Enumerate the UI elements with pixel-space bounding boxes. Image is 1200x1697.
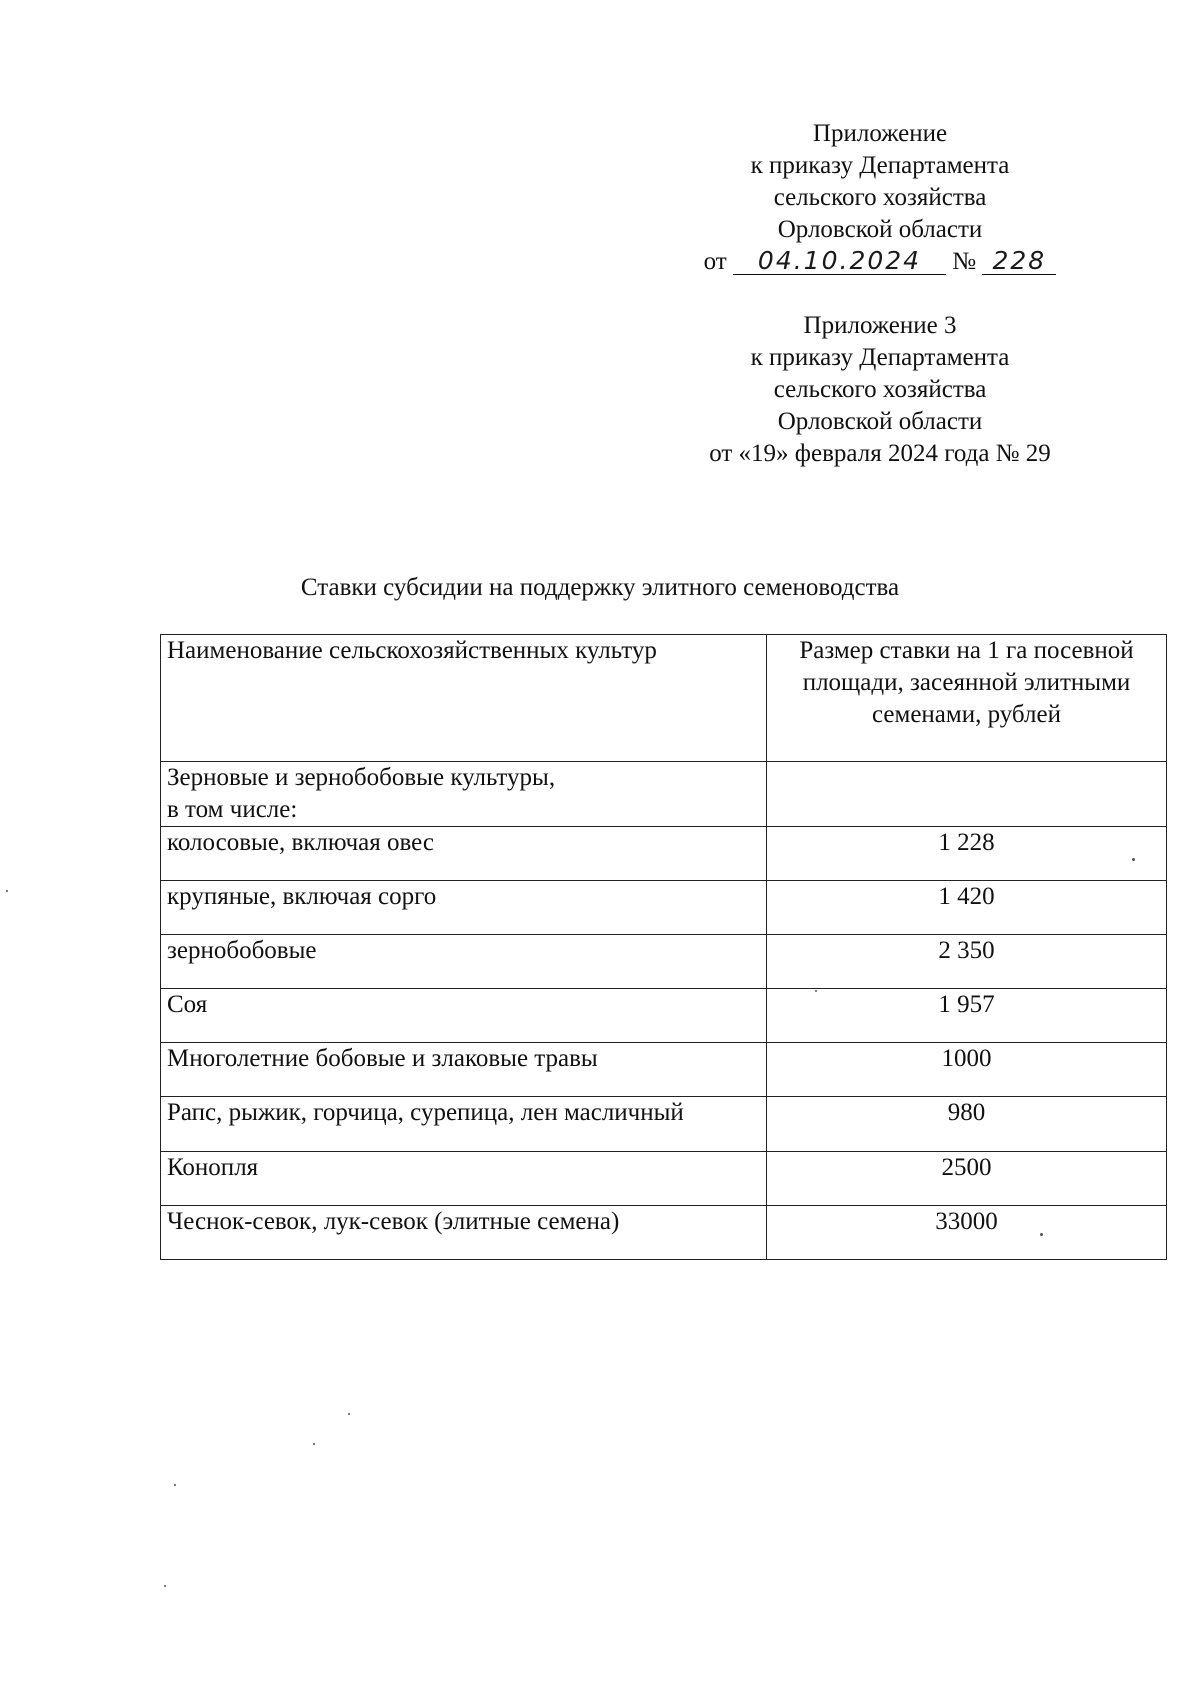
group-name-cell	[161, 762, 767, 827]
annex-title: Приложение 3	[803, 312, 957, 339]
header-rate: Размер ставки на 1 га посевной площади, засеянной элитными семенами, рублей	[767, 635, 1167, 762]
handwritten-order-date: 04.10.2024	[733, 248, 946, 275]
table-header-row	[161, 635, 1167, 762]
table-row	[161, 881, 1167, 935]
annex-region: Орловской области	[777, 216, 983, 243]
header-crop-name: Наименование сельскохозяйственных культур	[161, 635, 767, 762]
rate-value-cell: 1 957	[767, 989, 1167, 1043]
crop-name-cell: Чеснок-севок, лук-севок (элитные семена)	[161, 1206, 767, 1260]
scan-speck	[6, 890, 8, 892]
rate-value-cell: 2 350	[767, 935, 1167, 989]
rate-value-cell: 1 228	[767, 827, 1167, 881]
annex-title: Приложение	[812, 120, 948, 147]
scan-speck	[348, 1413, 350, 1415]
order-from-label: от	[703, 248, 727, 275]
document-title: Ставки субсидии на поддержку элитного семеноводства	[300, 574, 900, 601]
scan-speck	[174, 1484, 176, 1486]
table-row	[161, 935, 1167, 989]
table-row	[161, 1097, 1167, 1152]
table-row	[161, 1043, 1167, 1097]
rate-value-cell: 980	[767, 1097, 1167, 1152]
group-name-line1: Зерновые и зернобобовые культуры,	[167, 764, 556, 791]
order-number-sign: №	[952, 248, 977, 275]
scan-speck	[313, 1443, 315, 1445]
table-row	[161, 1206, 1167, 1260]
group-value-cell	[767, 762, 1167, 827]
rate-value-cell: 33000	[767, 1206, 1167, 1260]
annex-department: сельского хозяйства	[773, 376, 987, 403]
annex-department: сельского хозяйства	[773, 184, 987, 211]
crop-name-cell: зернобобовые	[161, 935, 767, 989]
crop-name-cell: Многолетние бобовые и злаковые травы	[161, 1043, 767, 1097]
crop-name-cell: крупяные, включая сорго	[161, 881, 767, 935]
scan-speck	[1040, 1233, 1043, 1236]
annex-order-date-line	[640, 246, 1120, 278]
crop-name-cell: Конопля	[161, 1152, 767, 1206]
scan-speck	[815, 990, 817, 992]
handwritten-order-number: 228	[982, 248, 1056, 275]
rate-value-cell: 1000	[767, 1043, 1167, 1097]
table-row	[161, 1152, 1167, 1206]
annex-order-ref: к приказу Департамента	[750, 152, 1010, 179]
scan-speck	[1132, 858, 1135, 861]
rate-value-cell: 2500	[767, 1152, 1167, 1206]
annex-region: Орловской области	[777, 408, 983, 435]
table-row	[161, 989, 1167, 1043]
crop-name-cell: Соя	[161, 989, 767, 1043]
scan-speck	[164, 1585, 166, 1587]
table-group-row	[161, 762, 1167, 827]
crop-name-cell: Рапс, рыжик, горчица, сурепица, лен масличный	[161, 1097, 767, 1152]
group-name-line2: в том числе:	[167, 796, 298, 823]
table-row	[161, 827, 1167, 881]
rate-value-cell: 1 420	[767, 881, 1167, 935]
annex-order-date: от «19» февраля 2024 года № 29	[709, 440, 1051, 467]
annex-order-ref: к приказу Департамента	[750, 344, 1010, 371]
annex-header-current	[640, 118, 1120, 278]
crop-name-cell: колосовые, включая овес	[161, 827, 767, 881]
subsidy-rates-table	[160, 634, 1167, 1260]
annex-header-original	[640, 310, 1120, 470]
